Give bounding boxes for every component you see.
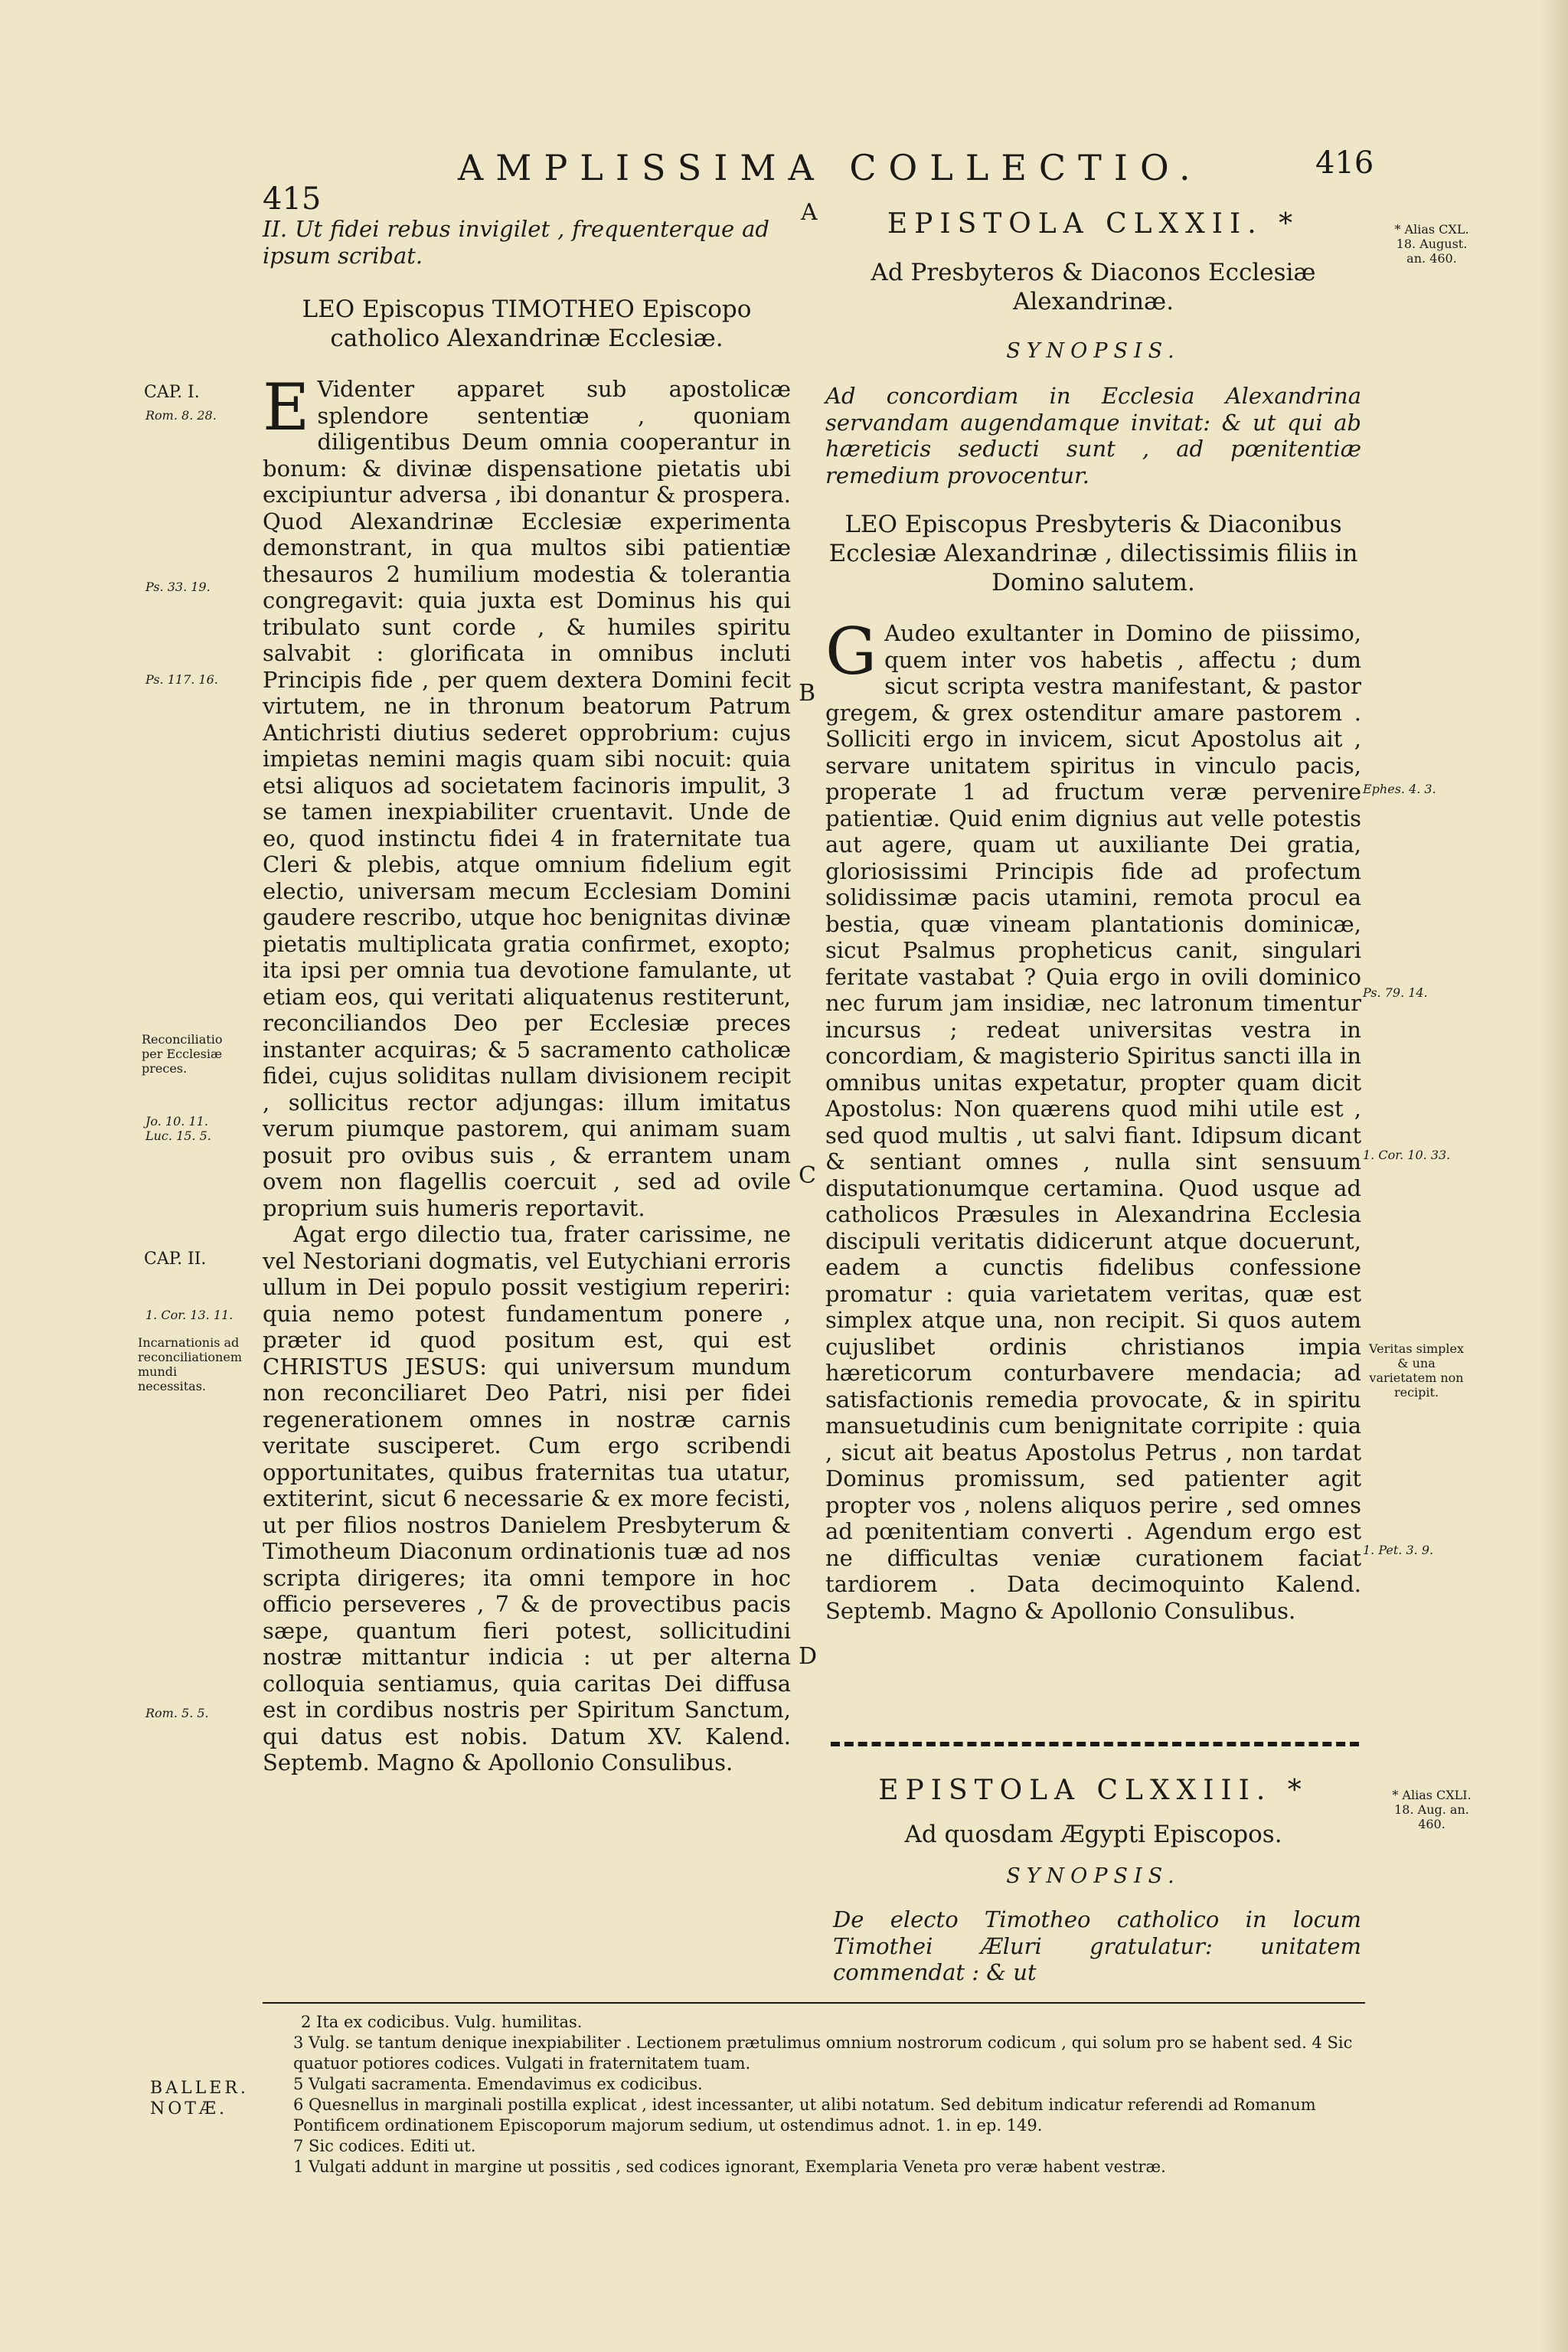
section-marker-b: B (799, 680, 816, 707)
drop-cap: G (825, 614, 877, 689)
margin-ref: Rom. 5. 5. (145, 1706, 209, 1720)
margin-ref: Ps. 33. 19. (145, 580, 211, 594)
margin-ref: Ephes. 4. 3. (1363, 782, 1436, 796)
synopsis-text: Ad concordiam in Ecclesia Alexandrina servandam augendamque invitat: & ut qui ab hæreticis seducti sunt , ad pœnitentiæ remedium provocentur. (825, 383, 1361, 488)
margin-topic: Veritas simplex & una varietatem non recipit. (1369, 1341, 1464, 1400)
paragraph-text: Videnter apparet sub apostolicæ splendore sententiæ , quoniam diligentibus Deum omnia cooperantur in bonum: & divinæ dispensatione pietatis ubi excipiuntur adversa , ibi donantur & prospera. Quod Alexandrinæ Ecclesiæ experimenta demonstrant, in qua multos sibi patientiæ thesauros 2 humilium modestia & tolerantia congregavit: quia juxta est Dominus his qui tribulato sunt corde , & humiles spiritu salvabit : glorificata in omnibus incluti Principis fide , per quem dextera Domini fecit virtutem, ne in thronum beatorum Patrum Antichristi diutius sederet opprobrium: cujus impietas nemini magis quam sibi nocuit: quia etsi aliquos ad societatem facinoris impulit, 3 se tamen inexpiabiliter cruentavit. Unde de eo, quod instinctu fidei 4 in fraternitate tua Cleri & plebis, atque omnium fidelium egit electio, universam mecum Ecclesiam Domini gaudere rescribo, utque hoc benignitas divinæ pietatis multiplicata gratia confirmet, exopto; ita ipsi per omnia tua devotione famulante, ut etiam eos, qui veritati aliquatenus restiterunt, reconciliandos Deo per Ecclesiæ preces instanter acquiras; & 5 sacramento catholicæ fidei, cujus soliditas nullam divisionem recipit , sollicitus rector adjungas: illum imitatus verum piumque pastorem, qui animam suam posuit pro ovibus suis , & errantem unam ovem non flagellis coercuit , sed ad ovile proprium suis humeris reportavit. (263, 376, 791, 1221)
section-marker-a: A (801, 199, 818, 226)
footnote: 1 Vulgati addunt in margine ut possitis , sed codices ignorant, Exemplaria Veneta pro veræ habent vestræ. (293, 2158, 1166, 2176)
paragraph-text: Audeo exultanter in Domino de piissimo, quem inter vos habetis , affectu ; dum sicut scripta vestra manifestant, & pastor gregem, & grex ostenditur amare pastorem . Solliciti ergo in invicem, sicut Apostolus ait , servare unitatem spiritus in vinculo pacis, properate 1 ad fructum veræ pervenire patientiæ. Quid enim dignius aut velle potestis aut agere, quam ut auxiliante Dei gratia, gloriosissimi Principis fide ad profectum solidissimæ pacis utamini, remota procul ea bestia, quæ vineam plantationis dominicæ, sicut Psalmus propheticus canit, singulari feritate vastabat ? Quia ergo in ovili dominico nec furum jam insidiæ, nec latronum timentur incursus ; redeat universitas vestra in concordiam, & magisterio Spiritus sancti illa in omnibus unitas expetatur, propter quam dicit Apostolus: Non quærens quod mihi utile est , sed quod multis , ut salvi fiant. Idipsum dicant & sentiant omnes , nulla sint sensuum disputationumque certamina. Quod usque ad catholicos Præsules in Alexandrina Ecclesia discipuli veritatis didicerunt atque docuerunt, eadem a cunctis fidelibus confessione promatur : quia varietatem veritas, quæ est simplex atque una, non recipit. Si quos autem cujuslibet ordinis christianos impia hæreticorum conturbavere mendacia; ad satisfactionis remedia provocate, & in spiritu mansuetudinis cum benignitate corripite : quia , sicut ait beatus Apostolus Petrus , non tardat Dominus promissum, sed patienter agit propter vos , nolens aliquos perire , sed omnes ad pœnitentiam converti . Agendum ergo est ne difficultas veniæ curationem faciat tardiorem . Data decimoquinto Kalend. Septemb. Magno & Apollonio Consulibus. (825, 620, 1361, 1624)
synopsis-text: De electo Timotheo catholico in locum Timothei Æluri gratulatur: unitatem commendat : & ut (833, 1906, 1361, 1985)
footnotes (263, 2012, 1365, 2177)
drop-cap: E (263, 370, 310, 445)
epistle-title: EPISTOLA CLXXII. * (887, 208, 1300, 240)
right-column-lower (825, 1775, 1361, 1986)
epistle-subtitle: Ad quosdam Ægypti Episcopos. (904, 1821, 1282, 1848)
letter-intro: II. Ut fidei rebus invigilet , frequenterque ad ipsum scribat. (263, 216, 769, 269)
margin-cap-2: CAP. II. (144, 1250, 207, 1269)
margin-ref: Jo. 10. 11. Luc. 15. 5. (145, 1114, 211, 1143)
synopsis-label: SYNOPSIS. (1006, 339, 1181, 363)
letter-body-paragraph-1 (263, 370, 791, 1221)
page-number-right: 416 (1315, 145, 1374, 181)
epistle-title: EPISTOLA CLXXIII. * (878, 1775, 1308, 1806)
running-title: AMPLISSIMA COLLECTIO. (458, 147, 1203, 188)
margin-ref: Rom. 8. 28. (145, 408, 217, 423)
footnotes-label: BALLER. NOTÆ. (150, 2079, 249, 2118)
footnote: 6 Quesnellus in marginali postilla explicat , idest incessanter, ut alibi notatum. Sed debitum indicatur referendi ad Romanum Pontificem ordinationem Episcoporum majorum sedium, ut ostendimus adnot. 1. in ep. 149. (293, 2096, 1316, 2135)
margin-cap-1: CAP. I. (144, 383, 200, 402)
margin-ref: Ps. 79. 14. (1363, 985, 1428, 1000)
margin-ref: 1. Cor. 10. 33. (1363, 1148, 1451, 1162)
margin-alias: * Alias CXL. 18. August. an. 460. (1394, 222, 1469, 266)
margin-ref: 1. Pet. 3. 9. (1363, 1543, 1434, 1557)
epistle-salutation: LEO Episcopus Presbyteris & Diaconibus Ecclesiæ Alexandrinæ , dilectissimis filiis in Domino salutem. (828, 511, 1358, 596)
footnote: 7 Sic codices. Editi ut. (293, 2137, 476, 2155)
epistle-subtitle: Ad Presbyteros & Diaconos Ecclesiæ Alexandrinæ. (871, 259, 1316, 315)
right-column (825, 208, 1361, 1624)
margin-alias: * Alias CXLI. 18. Aug. an. 460. (1392, 1788, 1472, 1831)
margin-ref: Ps. 117. 16. (145, 672, 218, 687)
footnote-rule (263, 2002, 1365, 2004)
epistle-separator (831, 1742, 1359, 1746)
margin-ref: 1. Cor. 13. 11. (145, 1308, 234, 1322)
section-marker-d: D (799, 1643, 818, 1670)
footnote: 3 Vulg. se tantum denique inexpiabiliter . Lectionem prætulimus omnium nostrorum codicum , qui solum pro se habent sed. 4 Sic quatuor potiores codices. Vulgati in fraternitatem tuam. (293, 2034, 1353, 2073)
margin-topic: Incarnationis ad reconciliationem mundi necessitas. (138, 1335, 242, 1393)
letter-salutation: LEO Episcopus TIMOTHEO Episcopo catholico Alexandrinæ Ecclesiæ. (302, 296, 752, 352)
margin-topic: Reconciliatio per Ecclesiæ preces. (142, 1032, 223, 1076)
page-number-left: 415 (263, 181, 322, 217)
synopsis-label: SYNOPSIS. (1006, 1864, 1181, 1888)
epistle-body (825, 614, 1361, 1624)
letter-body-paragraph-2: Agat ergo dilectio tua, frater carissime, ne vel Nestoriani dogmatis, vel Eutychiani erroris ullum in Dei populo possit vestigium reperiri: quia nemo potest fundamentum ponere , præter id quod positum est, qui est CHRISTUS JESUS: qui universum mundum non reconciliaret Deo Patri, nisi per fidei regenerationem omnes in nostræ carnis veritate susciperet. Cum ergo scribendi opportunitates, quibus fraternitas tua utatur, extiterint, sicut 6 necessarie & ex more fecisti, ut per filios nostros Danielem Presbyterum & Timotheum Diaconum ordinationis tuæ ad nos scripta dirigeres; ita omni tempore in hoc officio perseveres , 7 & de provectibus pacis sæpe, quantum fieri potest, sollicitudini nostræ mittantur indicia : ut per alterna colloquia sentiamus, quia caritas Dei diffusa est in cordibus nostris per Spiritum Sanctum, qui datus est nobis. Datum XV. Kalend. Septemb. Magno & Apollonio Consulibus. (263, 1221, 792, 1775)
footnote: 5 Vulgati sacramenta. Emendavimus ex codicibus. (293, 2075, 703, 2093)
footnote: 2 Ita ex codicibus. Vulg. humilitas. (301, 2013, 583, 2031)
left-column (263, 216, 791, 1776)
section-marker-c: C (799, 1162, 816, 1189)
